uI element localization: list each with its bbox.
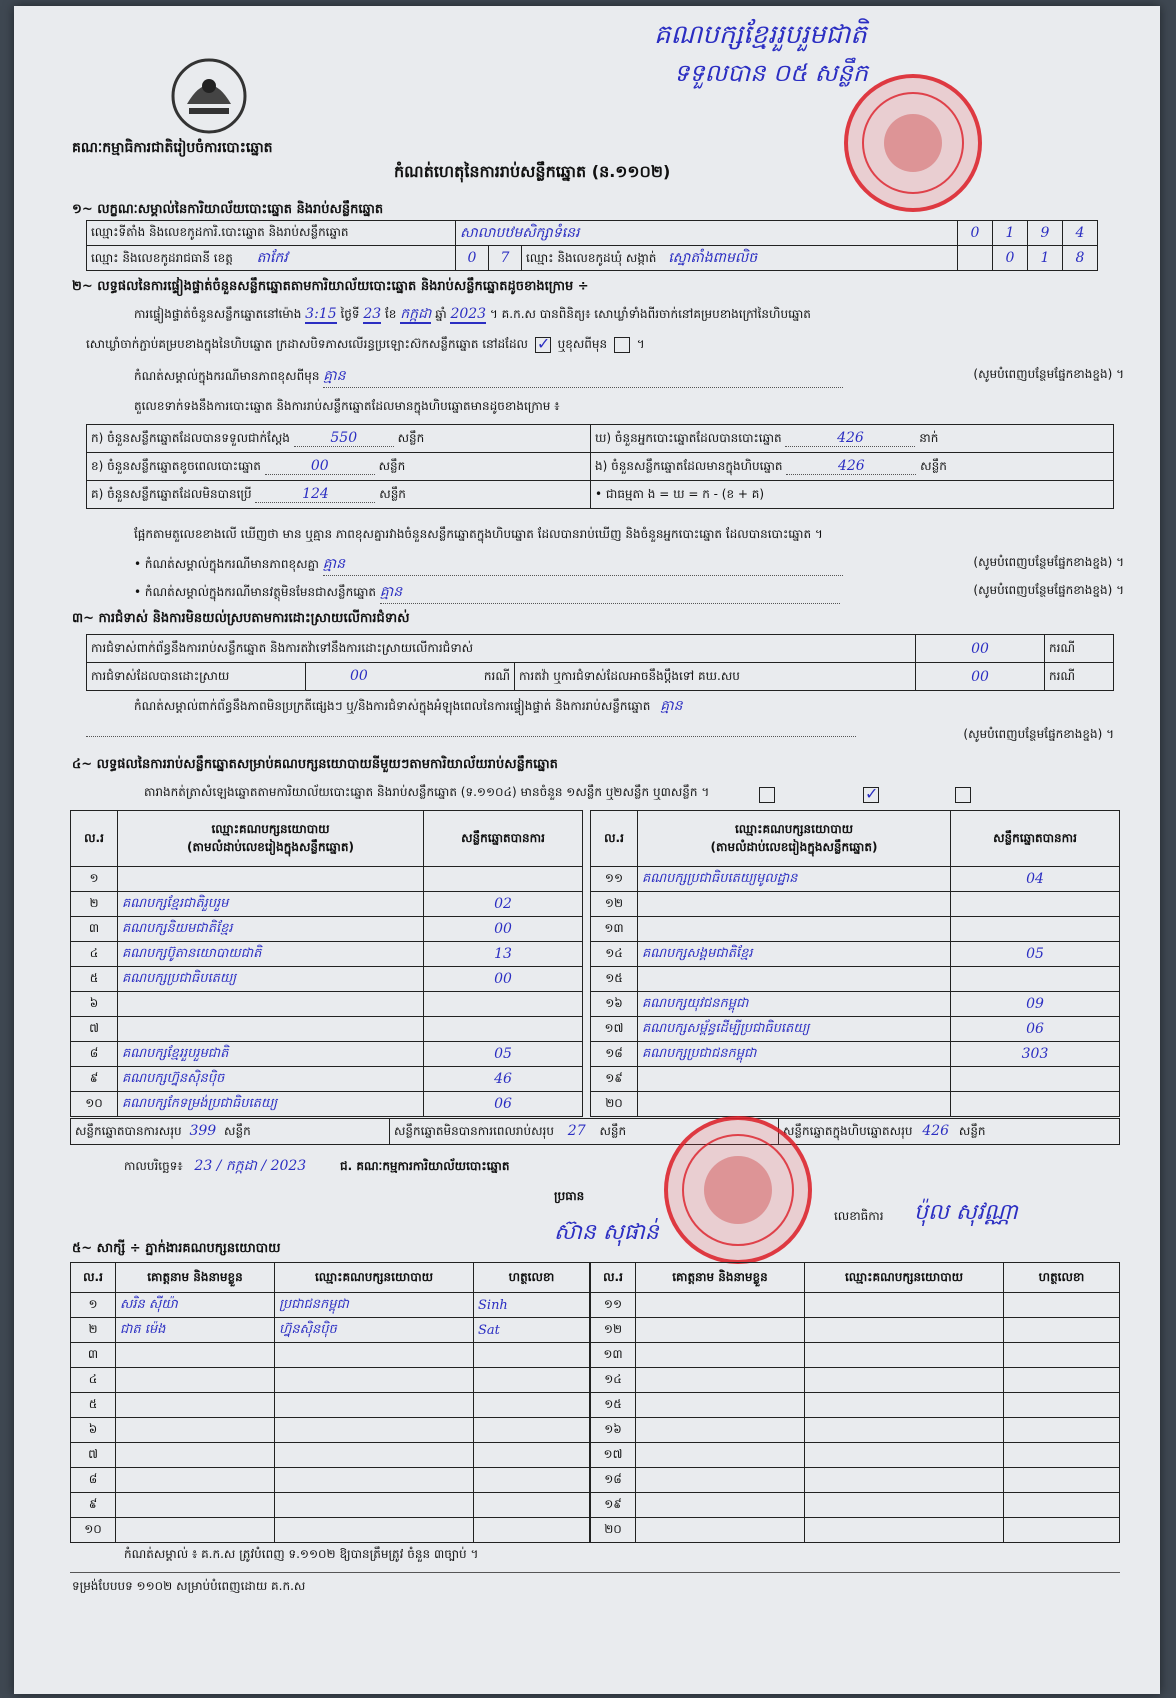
witness-name — [116, 1518, 275, 1543]
section4-intro: តារាងកត់ត្រាសំឡេងឆ្នោតតាមការិយាល័យបោះឆ្នោត និងរាប់សន្លឹកឆ្នោត (ទ.១១០៤) មានចំនួន ១សន្លឹក ឬ២សន្លឹក ឬ៣សន្លឹក ។ — [144, 785, 710, 799]
witness-row — [591, 1368, 1120, 1393]
result-row — [71, 1017, 583, 1042]
official-stamp-bottom — [664, 1116, 812, 1264]
location-label: ឈ្មោះទីតាំង និងលេខកូដការិ.បោះឆ្នោត និងរាប់សន្លឹកឆ្នោត — [87, 221, 456, 246]
total-box-label: សន្លឹកឆ្នោតក្នុងហិបឆ្នោតសរុប — [783, 1123, 913, 1138]
witness-row — [71, 1443, 590, 1468]
in-box-value: 426 — [837, 457, 865, 474]
result-votes — [951, 917, 1120, 942]
org-name: គណៈកម្មាធិការជាតិរៀបចំការបោះឆ្នោត — [72, 140, 273, 156]
witness-sign — [1004, 1368, 1120, 1393]
difference-sentence: ផ្អែកតាមតួលេខខាងលើ ឃើញថា មាន ឬគ្មាន ភាពខុសគ្នារវាងចំនួនសន្លឹកឆ្នោតក្នុងហិបឆ្នោត ដែលបានរាប់ឃើញ និងចំនួនអ្នកបោះឆ្នោត ដែលបានបោះឆ្នោត ។ — [134, 527, 823, 541]
witness-party — [275, 1368, 474, 1393]
commune-value: ស្នោតាំងពាមលិច — [668, 249, 758, 266]
result-row — [71, 1067, 583, 1092]
result-row — [591, 992, 1120, 1017]
witness-sign — [1004, 1493, 1120, 1518]
witness-row-number: ២ — [71, 1318, 116, 1343]
witness-row-number: ១៦ — [591, 1418, 636, 1443]
witness-name — [636, 1343, 805, 1368]
result-row-number: ១៥ — [591, 967, 638, 992]
result-row — [71, 942, 583, 967]
result-row — [71, 867, 583, 892]
witness-name — [636, 1468, 805, 1493]
footnote: កំណត់សម្គាល់ ៖ គ.ក.ស ត្រូវបំពេញ ទ.១១០២ ឱ្យបានត្រឹមត្រូវ ចំនួន ៣ច្បាប់ ។ — [124, 1547, 479, 1561]
appeal-value: 00 — [916, 663, 1045, 691]
result-party-name — [638, 967, 951, 992]
result-votes: 06 — [424, 1092, 583, 1117]
figures-subtitle: តួលេខទាក់ទងនឹងការបោះឆ្នោត និងការរាប់សន្លឹកឆ្នោតដែលមានក្នុងហិបឆ្នោតមានដូចខាងក្រោម ៖ — [134, 399, 560, 413]
result-votes: 04 — [951, 867, 1120, 892]
result-row-number: ១៤ — [591, 942, 638, 967]
witness-row-number: ១ — [71, 1293, 116, 1318]
witness-row-number: ១១ — [591, 1293, 636, 1318]
one-sheet-checkbox[interactable] — [759, 787, 775, 803]
handwritten-note-2: ទទួលបាន ០៥ សន្លឹក — [674, 59, 868, 87]
witness-table-left: ល.រ គោត្តនាម និងនាមខ្លួន ឈ្មោះគណបក្សនយោបាយ ហត្ថលេខា ១ សរិន ស៊ីយ៉ា ប្រជាជនកម្ពុជា Sinh ២ ជាត ម៉េង ហ្វ៊ុនស៊ិនប៉ិច Sat ៣ ៤ ៥ ៦ ៧ ៨ ៩ ១០ — [70, 1262, 590, 1543]
result-row — [71, 917, 583, 942]
count-year: 2023 — [450, 306, 487, 322]
result-votes: 06 — [951, 1017, 1120, 1042]
result-party-name — [638, 1092, 951, 1117]
witness-name — [636, 1493, 805, 1518]
result-row — [591, 942, 1120, 967]
result-row — [591, 967, 1120, 992]
witness-name — [636, 1318, 805, 1343]
handwritten-note-1: គណបក្សខ្មែររួបរួមជាតិ — [654, 20, 867, 50]
result-row-number: ២០ — [591, 1092, 638, 1117]
witness-sign — [1004, 1293, 1120, 1318]
witness-party — [275, 1443, 474, 1468]
result-votes — [424, 1017, 583, 1042]
result-votes — [951, 1067, 1120, 1092]
irregularity-value: គ្មាន — [660, 698, 683, 714]
result-row-number: ៣ — [71, 917, 118, 942]
witness-row-number: ៩ — [71, 1493, 116, 1518]
witness-row — [591, 1343, 1120, 1368]
witness-row-number: ១៣ — [591, 1343, 636, 1368]
result-row-number: ៤ — [71, 942, 118, 967]
witness-sign — [474, 1443, 590, 1468]
received-label: ក) ចំនួនសន្លឹកឆ្នោតដែលបានទទួលជាក់ស្តែង — [91, 430, 290, 445]
witness-row-number: ១២ — [591, 1318, 636, 1343]
result-row — [591, 892, 1120, 917]
witness-row-number: ៥ — [71, 1393, 116, 1418]
witness-name — [636, 1443, 805, 1468]
different-checkbox[interactable] — [614, 337, 630, 353]
result-votes: 303 — [951, 1042, 1120, 1067]
witness-party — [805, 1518, 1004, 1543]
result-votes: 00 — [424, 917, 583, 942]
result-row — [591, 867, 1120, 892]
total-valid-value: 399 — [189, 1122, 217, 1139]
witness-row — [71, 1368, 590, 1393]
result-row-number: ១០ — [71, 1092, 118, 1117]
diff-note-line: • កំណត់សម្គាល់ក្នុងករណីមានភាពខុសគ្នា គ្មាន (សូមបំពេញបន្ថែមផ្នែកខាងខ្នង) ។ — [134, 554, 1124, 576]
witness-row — [591, 1443, 1120, 1468]
result-party-name: គណបក្សប្រជាធិបតេយ្យ — [118, 967, 424, 992]
result-row-number: ១២ — [591, 892, 638, 917]
location-code-digit: 4 — [1063, 221, 1098, 246]
witness-row — [591, 1293, 1120, 1318]
witness-name — [636, 1293, 805, 1318]
witness-row — [71, 1293, 590, 1318]
witness-sign: Sinh — [474, 1293, 590, 1318]
commune-code-digit: 0 — [993, 246, 1028, 271]
witness-name — [116, 1468, 275, 1493]
result-party-name: គណបក្សប៊ូតានយោបាយជាតិ — [118, 942, 424, 967]
witness-sign — [1004, 1393, 1120, 1418]
result-party-name — [118, 1017, 424, 1042]
witness-party — [275, 1518, 474, 1543]
result-row — [591, 1017, 1120, 1042]
form-footer: ទម្រង់បែបបទ ១១០២ សម្រាប់បំពេញដោយ គ.ក.ស — [72, 1579, 306, 1593]
section2-para1: ការផ្ទៀងផ្ទាត់ចំនួនសន្លឹកឆ្នោតនៅម៉ោង 3:15 ថ្ងៃទី 23 ខែ កក្កដា ឆ្នាំ 2023 ។ គ.ក.ស បានពិនិត្យ៖ សោឃ្លាំទាំងពីរចាក់នៅគម្របខាងក្រៅនៃហិបឆ្នោត — [134, 306, 811, 322]
chair-signature: ស៊ាន សុផាន់ — [554, 1220, 659, 1245]
witness-sign — [1004, 1468, 1120, 1493]
result-party-name: គណបក្សខ្មែររួបរួមជាតិ — [118, 1042, 424, 1067]
result-party-name: គណបក្សប្រជាជនកម្ពុជា — [638, 1042, 951, 1067]
two-sheet-checkbox[interactable] — [863, 787, 879, 803]
result-party-name: គណបក្សសង្គមជាតិខ្មែរ — [638, 942, 951, 967]
ballot-count-form — [14, 6, 1160, 1694]
section2-heading: ២~ លទ្ធផលនៃការផ្ទៀងផ្ទាត់ចំនួនសន្លឹកឆ្នោតតាមការិយាល័យបោះឆ្នោត និងរាប់សន្លឹកឆ្នោតដូចខាងក្រោម ÷ — [72, 279, 589, 294]
result-party-name: គណបក្សប្រជាធិបតេយ្យមូលដ្ឋាន — [638, 867, 951, 892]
resolved-value: 00 — [350, 667, 368, 684]
result-party-name — [118, 867, 424, 892]
witness-party: ហ្វ៊ុនស៊ិនប៉ិច — [275, 1318, 474, 1343]
province-code-digit: 7 — [489, 246, 522, 271]
witness-party — [805, 1293, 1004, 1318]
witness-row-number: ១៩ — [591, 1493, 636, 1518]
witness-party — [805, 1493, 1004, 1518]
diff-note-value: គ្មាន — [322, 556, 345, 572]
witness-row — [71, 1343, 590, 1368]
witness-name: សរិន ស៊ីយ៉ា — [116, 1293, 275, 1318]
result-row-number: ៥ — [71, 967, 118, 992]
result-party-name: គណបក្សខ្មែរជាតិរួបរួម — [118, 892, 424, 917]
result-row — [71, 1042, 583, 1067]
result-row-number: ១៣ — [591, 917, 638, 942]
result-row — [71, 892, 583, 917]
date-value: 23 / កក្កដា / 2023 — [194, 1158, 307, 1174]
footer-divider — [70, 1572, 1120, 1573]
section5-heading: ៥~ សាក្សី ÷ ភ្នាក់ងារគណបក្សនយោបាយ — [72, 1241, 281, 1256]
results-table-left: ល.រ ឈ្មោះគណបក្សនយោបាយ (តាមលំដាប់លេខរៀងក្នុងសន្លឹកឆ្នោត) សន្លឹកឆ្នោតបានការ ១ ២ គណបក្សខ្មែរជាតិរួបរួម 02 ៣ គណបក្សនិយមជាតិខ្មែរ 00 ៤ គណបក្សប៊ូតានយោបាយជាតិ 13 ៥ គណបក្សប្រជាធិបតេយ្យ 00 ៦ ៧ ៨ គណបក្សខ្មែររួបរួមជាតិ 05 ៩ គណបក្សហ្វ៊ុនស៊ិនប៉ិច 46 ១០ គណបក្សកែទម្រង់ប្រជាធិបតេយ្យ 06 — [70, 810, 583, 1117]
difference-note-value: គ្មាន — [323, 368, 346, 384]
result-row-number: ៩ — [71, 1067, 118, 1092]
count-day: 23 — [363, 306, 382, 322]
witness-row-number: ១៥ — [591, 1393, 636, 1418]
result-votes: 05 — [951, 942, 1120, 967]
result-votes — [424, 867, 583, 892]
result-row-number: ១៧ — [591, 1017, 638, 1042]
result-party-name: គណបក្សនិយមជាតិខ្មែរ — [118, 917, 424, 942]
witness-sign: Sat — [474, 1318, 590, 1343]
nec-logo-icon — [169, 56, 249, 136]
witness-name: ជាត ម៉េង — [116, 1318, 275, 1343]
commune-code-digit: 1 — [1028, 246, 1063, 271]
result-votes: 05 — [424, 1042, 583, 1067]
result-row — [591, 1042, 1120, 1067]
result-party-name — [638, 892, 951, 917]
objections-table: ការជំទាស់ពាក់ព័ន្ធនឹងការរាប់សន្លឹកឆ្នោត និងការតវ៉ាទៅនឹងការដោះស្រាយលើការជំទាស់ 00 ករណី ការជំទាស់ដែលបានដោះស្រាយ 00 ករណី ការតវ៉ា ឬការជំទាស់ដែលអាចនឹងប្តឹងទៅ គឃ.សប 00 ករណី — [86, 634, 1114, 691]
result-row-number: ៨ — [71, 1042, 118, 1067]
result-row-number: ១១ — [591, 867, 638, 892]
province-label: ឈ្មោះ និងលេខកូដរាជធានី ខេត្ត តាកែវ — [87, 246, 456, 271]
location-table — [86, 220, 1098, 271]
witness-row — [71, 1393, 590, 1418]
witness-party: ប្រជាជនកម្ពុជា — [275, 1293, 474, 1318]
date-line: កាលបរិច្ឆេទ៖ 23 / កក្កដា / 2023 ជ. គណៈកម្មការការិយាល័យបោះឆ្នោត — [124, 1158, 510, 1174]
witness-party — [805, 1443, 1004, 1468]
section2-para2: សោឃ្លាំចាក់ភ្ជាប់គម្របខាងក្នុងនៃហិបឆ្នោត ក្រដាសបិទភាសលើរន្ធប្រឡោះស៊កសន្លឹកឆ្នោត នៅដដែល ✓ ឬខុសពីមុន ។ — [86, 336, 645, 354]
witness-party — [805, 1468, 1004, 1493]
witness-row-number: ១៤ — [591, 1368, 636, 1393]
witness-party — [805, 1393, 1004, 1418]
witness-row — [71, 1493, 590, 1518]
witness-row — [71, 1518, 590, 1543]
result-row-number: ៧ — [71, 1017, 118, 1042]
same-checkbox[interactable] — [535, 337, 551, 353]
section1-heading: ១~ លក្ខណៈសម្គាល់នៃការិយាល័យបោះឆ្នោត និងរាប់សន្លឹកឆ្នោត — [72, 202, 384, 217]
chair-label: ប្រធាន — [554, 1189, 585, 1203]
voters-value: 426 — [837, 429, 864, 446]
foreign-note-line: • កំណត់សម្គាល់ក្នុងករណីមានវត្ថុមិនមែនជាសន្លឹកឆ្នោត គ្មាន (សូមបំពេញបន្ថែមផ្នែកខាងខ្នង) ។ — [134, 582, 1124, 604]
witness-sign — [474, 1368, 590, 1393]
witness-row-number: ១៧ — [591, 1443, 636, 1468]
witness-sign — [1004, 1318, 1120, 1343]
formula: • ជាធម្មតា ង = ឃ = ក - (ខ + គ) — [591, 481, 1114, 509]
result-votes: 09 — [951, 992, 1120, 1017]
result-row — [591, 1067, 1120, 1092]
witness-sign — [474, 1518, 590, 1543]
witness-name — [636, 1393, 805, 1418]
result-row — [71, 967, 583, 992]
witness-name — [116, 1493, 275, 1518]
result-votes: 13 — [424, 942, 583, 967]
witness-sign — [474, 1468, 590, 1493]
voters-label: ឃ) ចំនួនអ្នកបោះឆ្នោតដែលបានបោះឆ្នោត — [595, 430, 782, 445]
witness-row — [71, 1418, 590, 1443]
result-row-number: ១៩ — [591, 1067, 638, 1092]
section4-heading: ៤~ លទ្ធផលនៃការរាប់សន្លឹកឆ្នោតសម្រាប់គណបក្សនយោបាយនីមួយៗតាមការិយាល័យរាប់សន្លឹកឆ្នោត — [72, 757, 558, 772]
count-time: 3:15 — [305, 306, 337, 322]
official-stamp-top — [844, 74, 982, 212]
witness-row-number: ១៨ — [591, 1468, 636, 1493]
count-month: កក្កដា — [400, 306, 432, 322]
result-votes: 02 — [424, 892, 583, 917]
figures-table: ក) ចំនួនសន្លឹកឆ្នោតដែលបានទទួលជាក់ស្តែង 550 សន្លឹក ឃ) ចំនួនអ្នកបោះឆ្នោតដែលបានបោះឆ្នោត 426 នាក់ ខ) ចំនួនសន្លឹកឆ្នោតខូចពេលបោះឆ្នោត 00 សន្លឹក ង) ចំនួនសន្លឹកឆ្នោតដែលមានក្នុងហិបឆ្នោត 426 សន្លឹក គ) ចំនួនសន្លឹកឆ្នោតដែលមិនបានប្រើ 124 សន្លឹក • ជាធម្មតា ង = ឃ = ក - (ខ + គ) — [86, 424, 1114, 509]
witness-name — [636, 1368, 805, 1393]
witness-party — [805, 1368, 1004, 1393]
irregularity-hint-line: (សូមបំពេញបន្ថែមផ្នែកខាងខ្នង) ។ — [86, 726, 1114, 744]
witness-row-number: ៣ — [71, 1343, 116, 1368]
result-votes — [951, 892, 1120, 917]
irregularity-note: កំណត់សម្គាល់ពាក់ព័ន្ធនឹងភាពមិនប្រក្រតីផ្សេងៗ ឬ/និងការជំទាស់ក្នុងអំឡុងពេលនៃការផ្ទៀងផ្ទាត់ និងការរាប់សន្លឹកឆ្នោត គ្មាន — [134, 698, 683, 714]
total-invalid-label: សន្លឹកឆ្នោតមិនបានការពេលរាប់សរុប — [394, 1123, 554, 1138]
commune-cell: ឈ្មោះ និងលេខកូដឃុំ សង្កាត់ ស្នោតាំងពាមលិច — [522, 246, 958, 271]
objections-value: 00 — [916, 635, 1045, 663]
secretary-signature: ប៉ុល សុវណ្ណា — [914, 1200, 1018, 1225]
resolved-label: ការជំទាស់ដែលបានដោះស្រាយ — [87, 663, 306, 691]
witness-row-number: ២០ — [591, 1518, 636, 1543]
result-party-name: គណបក្សកែទម្រង់ប្រជាធិបតេយ្យ — [118, 1092, 424, 1117]
section3-heading: ៣~ ការជំទាស់ និងការមិនយល់ស្របតាមការដោះស្រាយលើការជំទាស់ — [72, 611, 410, 626]
total-invalid-value: 27 — [567, 1122, 586, 1139]
witness-row — [71, 1468, 590, 1493]
witness-party — [805, 1318, 1004, 1343]
witness-row — [591, 1418, 1120, 1443]
result-party-name — [118, 992, 424, 1017]
commune-code-digit: 8 — [1063, 246, 1098, 271]
result-votes — [424, 992, 583, 1017]
witness-row — [71, 1318, 590, 1343]
result-party-name — [638, 917, 951, 942]
witness-row — [591, 1518, 1120, 1543]
total-valid-label: សន្លឹកឆ្នោតបានការសរុប — [75, 1123, 182, 1138]
witness-row-number: ៧ — [71, 1443, 116, 1468]
witness-name — [116, 1393, 275, 1418]
witness-row-number: ១០ — [71, 1518, 116, 1543]
witness-row-number: ៨ — [71, 1468, 116, 1493]
result-row-number: ១ — [71, 867, 118, 892]
result-row — [71, 1092, 583, 1117]
witness-sign — [1004, 1418, 1120, 1443]
witness-sign — [474, 1393, 590, 1418]
result-party-name: គណបក្សសម្ព័ន្ធដើម្បីប្រជាធិបតេយ្យ — [638, 1017, 951, 1042]
total-box-value: 426 — [922, 1122, 950, 1139]
location-code-digit: 9 — [1028, 221, 1063, 246]
witness-row — [591, 1318, 1120, 1343]
result-party-name — [638, 1067, 951, 1092]
province-value: តាកែវ — [256, 249, 288, 266]
result-row-number: ១៨ — [591, 1042, 638, 1067]
result-votes — [951, 967, 1120, 992]
unused-label: គ) ចំនួនសន្លឹកឆ្នោតដែលមិនបានប្រើ — [91, 486, 252, 501]
witness-name — [116, 1343, 275, 1368]
difference-note: កំណត់សម្គាល់ក្នុងករណីមានភាពខុសពីមុន គ្មាន (សូមបំពេញបន្ថែមផ្នែកខាងខ្នង) ។ — [134, 366, 1124, 388]
witness-row-number: ៦ — [71, 1418, 116, 1443]
witness-sign — [1004, 1343, 1120, 1368]
province-code-digit: 0 — [456, 246, 489, 271]
in-box-label: ង) ចំនួនសន្លឹកឆ្នោតដែលមានក្នុងហិបឆ្នោត — [595, 458, 783, 473]
witness-sign — [1004, 1518, 1120, 1543]
result-row — [591, 917, 1120, 942]
secretary-label: លេខាធិការ — [834, 1209, 884, 1223]
witness-name — [116, 1443, 275, 1468]
witness-name — [116, 1368, 275, 1393]
location-code-digit: 0 — [958, 221, 993, 246]
totals-table: សន្លឹកឆ្នោតបានការសរុប 399 សន្លឹក សន្លឹកឆ្នោតមិនបានការពេលរាប់សរុប 27 សន្លឹក សន្លឹកឆ្នោតក្នុងហិបឆ្នោតសរុប 426 សន្លឹក — [70, 1118, 1120, 1145]
result-row-number: ១៦ — [591, 992, 638, 1017]
form-title: កំណត់ហេតុនៃការរាប់សន្លឹកឆ្នោត (ន.១១០២) — [394, 162, 671, 181]
unused-value: 124 — [302, 485, 329, 502]
spoiled-label: ខ) ចំនួនសន្លឹកឆ្នោតខូចពេលបោះឆ្នោត — [91, 458, 261, 473]
objections-label: ការជំទាស់ពាក់ព័ន្ធនឹងការរាប់សន្លឹកឆ្នោត និងការតវ៉ាទៅនឹងការដោះស្រាយលើការជំទាស់ — [87, 635, 916, 663]
witness-party — [275, 1343, 474, 1368]
three-sheet-checkbox[interactable] — [955, 787, 971, 803]
results-table-right: ល.រ ឈ្មោះគណបក្សនយោបាយ (តាមលំដាប់លេខរៀងក្នុងសន្លឹកឆ្នោត) សន្លឹកឆ្នោតបានការ ១១ គណបក្សប្រជាធិបតេយ្យមូលដ្ឋាន 04 ១២ ១៣ ១៤ គណបក្សសង្គមជាតិខ្មែរ 05 ១៥ ១៦ គណបក្សយុវជនកម្ពុជា 09 ១៧ គណបក្សសម្ព័ន្ធដើម្បីប្រជាធិបតេយ្យ 06 ១៨ គណបក្សប្រជាជនកម្ពុជា 303 ១៩ ២០ — [590, 810, 1120, 1117]
spoiled-value: 00 — [310, 457, 329, 474]
witness-row — [591, 1493, 1120, 1518]
witness-sign — [1004, 1443, 1120, 1468]
result-party-name: គណបក្សយុវជនកម្ពុជា — [638, 992, 951, 1017]
witness-party — [805, 1418, 1004, 1443]
result-votes — [951, 1092, 1120, 1117]
result-row-number: ៦ — [71, 992, 118, 1017]
witness-row-number: ៤ — [71, 1368, 116, 1393]
result-party-name: គណបក្សហ្វ៊ុនស៊ិនប៉ិច — [118, 1067, 424, 1092]
witness-party — [275, 1468, 474, 1493]
witness-name — [116, 1418, 275, 1443]
appeal-label: ការតវ៉ា ឬការជំទាស់ដែលអាចនឹងប្តឹងទៅ គឃ.សប — [515, 663, 916, 691]
foreign-note-value: គ្មាន — [379, 584, 403, 600]
result-row — [591, 1092, 1120, 1117]
witness-sign — [474, 1493, 590, 1518]
witness-sign — [474, 1343, 590, 1368]
witness-table-right: ល.រ គោត្តនាម និងនាមខ្លួន ឈ្មោះគណបក្សនយោបាយ ហត្ថលេខា ១១ ១២ ១៣ ១៤ ១៥ ១៦ ១៧ ១៨ ១៩ ២០ — [590, 1262, 1120, 1543]
witness-party — [275, 1418, 474, 1443]
witness-party — [275, 1393, 474, 1418]
received-value: 550 — [330, 429, 358, 446]
witness-row — [591, 1468, 1120, 1493]
result-votes: 46 — [424, 1067, 583, 1092]
witness-row — [591, 1393, 1120, 1418]
witness-party — [805, 1343, 1004, 1368]
witness-name — [636, 1418, 805, 1443]
result-row-number: ២ — [71, 892, 118, 917]
committee-label: ជ. គណៈកម្មការការិយាល័យបោះឆ្នោត — [340, 1159, 510, 1173]
location-code-digit: 1 — [993, 221, 1028, 246]
location-value: សាលាបឋមសិក្សាទំនេរ — [456, 221, 958, 246]
result-votes: 00 — [424, 967, 583, 992]
witness-name — [636, 1518, 805, 1543]
witness-sign — [474, 1418, 590, 1443]
witness-party — [275, 1493, 474, 1518]
result-row — [71, 992, 583, 1017]
